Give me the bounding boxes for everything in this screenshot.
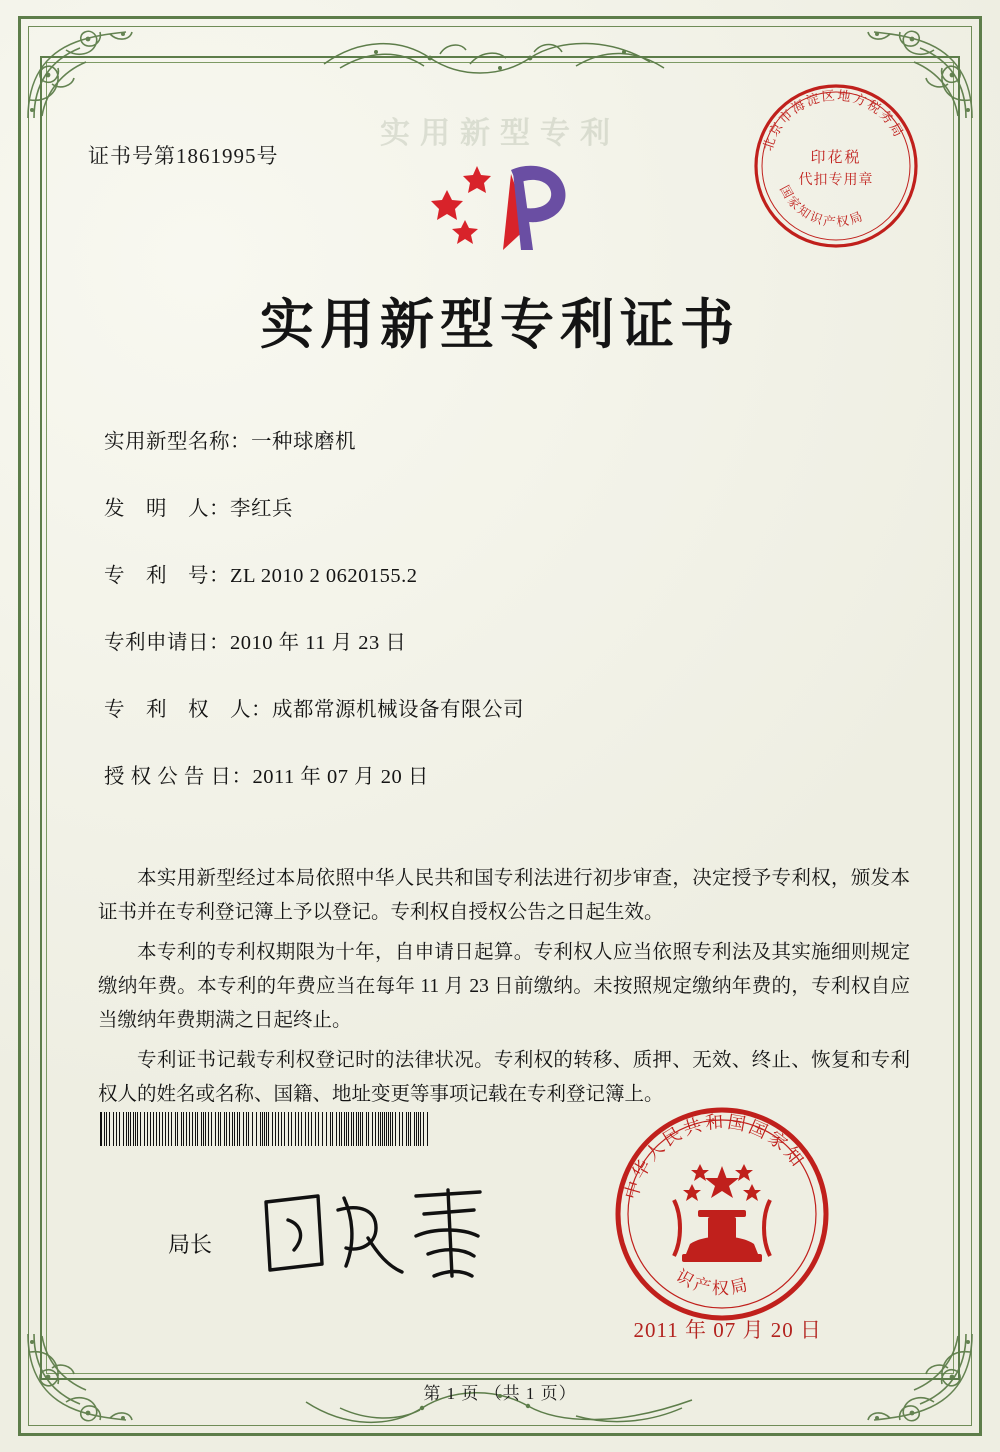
field-row — [104, 692, 904, 722]
signature-label: 局长 — [168, 1232, 213, 1257]
field-label: 专 利 号： — [104, 565, 230, 587]
field-label: 专 利 权 人： — [104, 699, 272, 721]
field-label: 发 明 人： — [104, 498, 230, 520]
svg-text:识产权局: 识产权局 — [672, 1266, 753, 1300]
barcode — [100, 1112, 430, 1146]
field-row — [104, 491, 904, 521]
tax-stamp-seal — [750, 80, 922, 252]
field-row — [104, 424, 904, 454]
certificate-number: 证书号第1861995号 — [88, 144, 279, 168]
field-label: 实用新型名称： — [104, 431, 251, 453]
cnipa-logo-icon — [425, 138, 585, 258]
national-emblem-seal — [612, 1104, 832, 1324]
corner-ornament-icon — [22, 20, 140, 124]
field-value: 2010 年 11 月 23 日 — [230, 632, 407, 654]
top-vine-ornament-icon — [320, 24, 680, 84]
svg-text:代扣专用章: 代扣专用章 — [798, 172, 874, 188]
svg-text:国家知识产权局: 国家知识产权局 — [777, 182, 867, 230]
field-row — [104, 759, 904, 789]
field-row — [104, 558, 904, 588]
legal-text-block — [98, 862, 910, 1118]
certificate-fields — [104, 424, 904, 826]
watermark-text: 实用新型专利 — [380, 117, 620, 150]
svg-text:北京市海淀区地方税务局: 北京市海淀区地方税务局 — [760, 88, 907, 153]
field-label: 授 权 公 告 日： — [104, 766, 253, 788]
svg-text:印花税: 印花税 — [810, 148, 862, 166]
paragraph: 专利证书记载专利权登记时的法律状况。专利权的转移、质押、无效、终止、恢复和专利权人的姓名或名称、国籍、地址变更等事项记载在专利登记簿上。 — [98, 1050, 910, 1105]
field-value: ZL 2010 2 0620155.2 — [230, 565, 418, 587]
seal-date: 2011 年 07 月 20 日 — [633, 1318, 822, 1342]
field-value: 成都常源机械设备有限公司 — [272, 699, 524, 721]
field-label: 专利申请日： — [104, 632, 230, 654]
field-row — [104, 625, 904, 655]
field-value: 2011 年 07 月 20 日 — [252, 766, 429, 788]
svg-text:中华人民共和国国家知: 中华人民共和国国家知 — [621, 1111, 809, 1202]
field-value: 李红兵 — [230, 498, 293, 520]
paragraph: 本专利的专利权期限为十年，自申请日起算。专利权人应当依照专利法及其实施细则规定缴纳年费。本专利的年费应当在每年 11 月 23 日前缴纳。未按照规定缴纳年费的，专利权自应当缴纳年费期满之日起终止。 — [98, 942, 910, 1031]
field-value: 一种球磨机 — [251, 431, 356, 453]
paragraph: 本实用新型经过本局依照中华人民共和国专利法进行初步审查，决定授予专利权，颁发本证书并在专利登记簿上予以登记。专利权自授权公告之日起生效。 — [98, 868, 910, 923]
page-title: 实用新型专利证书 — [260, 292, 740, 356]
signature-handwriting-icon — [248, 1180, 488, 1290]
page-footer: 第 1 页 （共 1 页） — [423, 1384, 577, 1403]
